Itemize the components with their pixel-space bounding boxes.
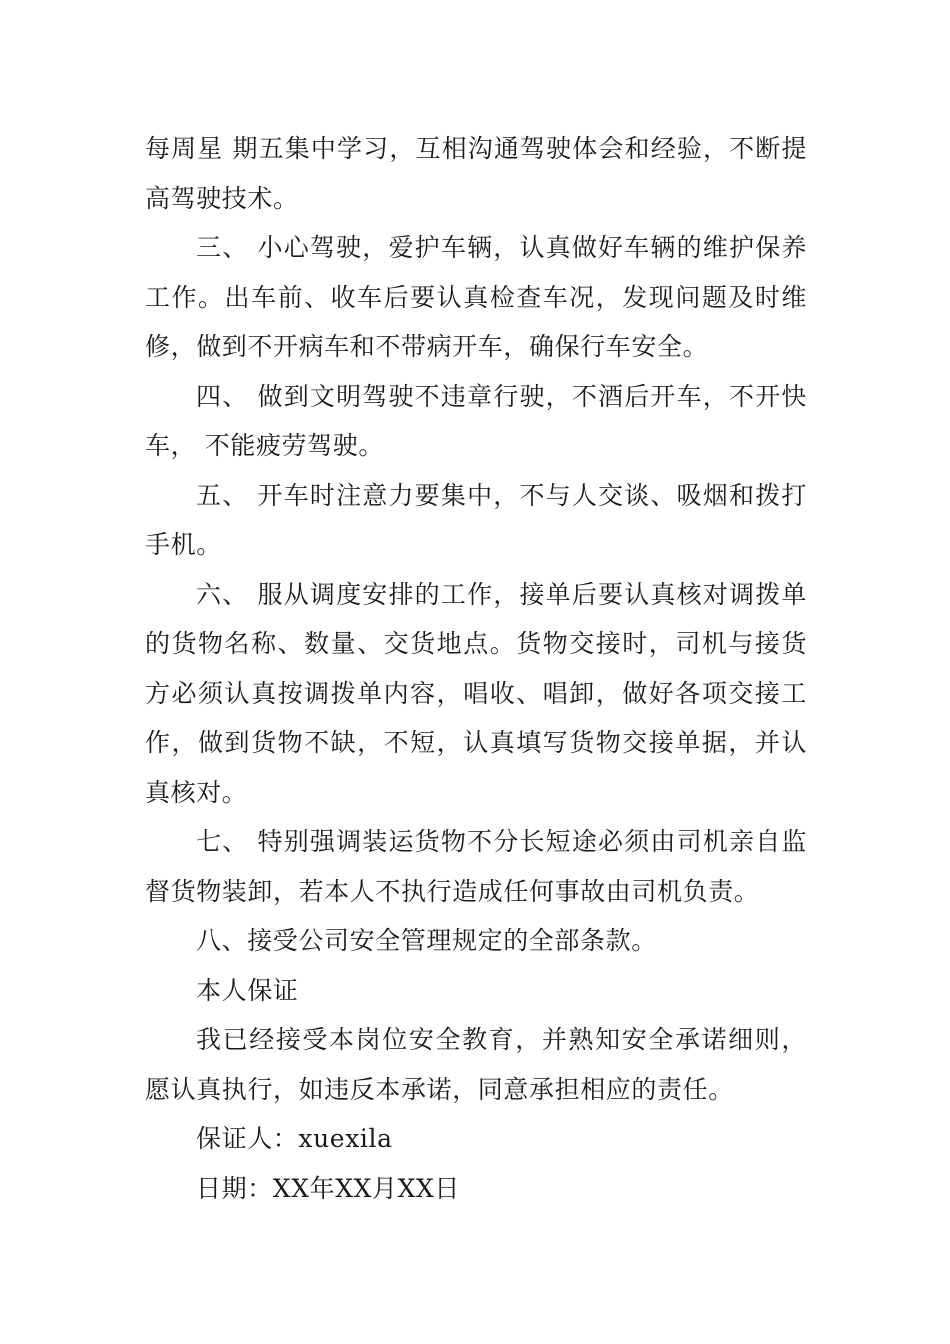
paragraph-item-three: 三、 小心驾驶，爱护车辆，认真做好车辆的维护保养工作。出车前、收车后要认真检查车况，发现问题及时维修，做到不开病车和不带病开车，确保行车安全。 xyxy=(145,233,807,361)
document-body xyxy=(145,124,807,1213)
paragraph-study-continuation: 每周星 期五集中学习，互相沟通驾驶体会和经验，不断提高驾驶技术。 xyxy=(145,134,807,213)
paragraph-item-eight: 八、接受公司安全管理规定的全部条款。 xyxy=(196,926,657,955)
paragraph-item-six: 六、 服从调度安排的工作，接单后要认真核对调拨单的货物名称、数量、交货地点。货物交接时，司机与接货方必须认真按调拨单内容，唱收、唱卸，做好各项交接工作，做到货物不缺，不短，认真填写货物交接单据，并认真核对。 xyxy=(145,579,807,807)
date-line: 日期：XX年XX月XX日 xyxy=(196,1173,460,1203)
paragraph-item-four: 四、 做到文明驾驶不违章行驶，不酒后开车，不开快车， 不能疲劳驾驶。 xyxy=(145,381,807,460)
guarantor-line: 保证人：xuexila xyxy=(196,1124,393,1153)
paragraph-item-seven: 七、 特别强调装运货物不分长短途必须由司机亲自监督货物装卸，若本人不执行造成任何事故由司机负责。 xyxy=(145,827,807,906)
guarantee-statement: 我已经接受本岗位安全教育，并熟知安全承诺细则，愿认真执行，如违反本承诺，同意承担相应的责任。 xyxy=(145,1025,807,1104)
guarantee-heading: 本人保证 xyxy=(196,975,299,1005)
paragraph-item-five: 五、 开车时注意力要集中，不与人交谈、吸烟和拨打手机。 xyxy=(145,480,807,559)
